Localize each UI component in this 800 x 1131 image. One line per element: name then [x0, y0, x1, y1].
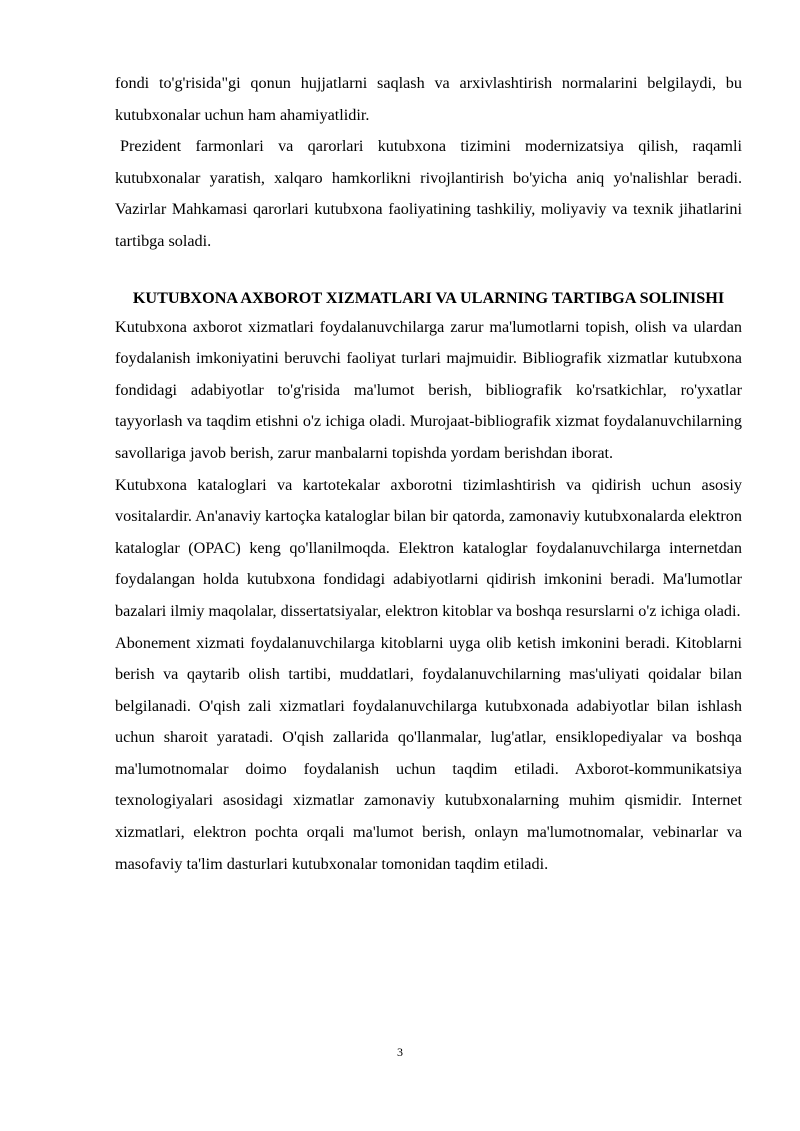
- paragraph-presidential-decrees: Prezident farmonlari va qarorlari kutubxona tizimini modernizatsiya qilish, raqamli kutubxonalar yaratish, xalqaro hamkorlikni rivojlantirish bo'yicha aniq yo'nalishlar beradi. Vazirlar Mahkamasi qarorlari kutubxona faoliyatining tashkiliy, moliyaviy va texnik jihatlarini tartibga soladi.: [115, 137, 742, 250]
- paragraph-catalogs: Kutubxona kataloglari va kartotekalar axborotni tizimlashtirish va qidirish uchun asosiy vositalardir. An'anaviy kartoçka kataloglar bilan bir qatorda, zamonaviy kutubxonalarda elektron kataloglar (OPAC) keng qo'llanilmoqda. Elektron kataloglar foydalanuvchilarga internetdan foydalangan holda kutubxona fondidagi adabiyotlarni qidirish imkonini beradi. Ma'lumotlar bazalari ilmiy maqolalar, dissertatsiyalar, elektron kitoblar va boshqa resurslarni o'z ichiga oladi.: [115, 475, 742, 620]
- paragraph-intro-continuation: fondi to'g'risida"gi qonun hujjatlarni saqlash va arxivlashtirish normalarini belgilaydi, bu kutubxonalar uchun ham ahamiyatlidir.: [115, 74, 742, 124]
- paragraph-subscription-services: Abonement xizmati foydalanuvchilarga kitoblarni uyga olib ketish imkonini beradi. Kitoblarni berish va qaytarib olish tartibi, muddatlari, foydalanuvchilarning mas'uliyati qoidalar bilan belgilanadi. O'qish zali xizmatlari foydalanuvchilarga kutubxonada adabiyotlar bilan ishlash uchun sharoit yaratadi. O'qish zallarida qo'llanmalar, lug'atlar, ensiklopediyalar va boshqa ma'lumotnomalar doimo foydalanish uchun taqdim etiladi. Axborot-kommunikatsiya texnologiyalari asosidagi xizmatlar zamonaviy kutubxonalarning muhim qismidir. Internet xizmatlari, elektron pochta orqali ma'lumot berish, onlayn ma'lumotnomalar, vebinarlar va masofaviy ta'lim dasturlari kutubxonalar tomonidan taqdim etiladi.: [115, 633, 742, 873]
- paragraph-information-services: Kutubxona axborot xizmatlari foydalanuvchilarga zarur ma'lumotlarni topish, olish va ulardan foydalanish imkoniyatini beruvchi faoliyat turlari majmuidir. Bibliografik xizmatlar kutubxona fondidagi adabiyotlar to'g'risida ma'lumot berish, bibliografik ko'rsatkichlar, ro'yxatlar tayyorlash va taqdim etishni o'z ichiga oladi. Murojaat-bibliografik xizmat foydalanuvchilarning savollariga javob berish, zarur manbalarni topishda yordam berishdan iborat.: [115, 317, 742, 462]
- section-heading: KUTUBXONA AXBOROT XIZMATLARI VA ULARNING TARTIBGA SOLINISHI: [132, 288, 725, 307]
- page-number: 3: [397, 1045, 403, 1059]
- document-page: [115, 68, 742, 880]
